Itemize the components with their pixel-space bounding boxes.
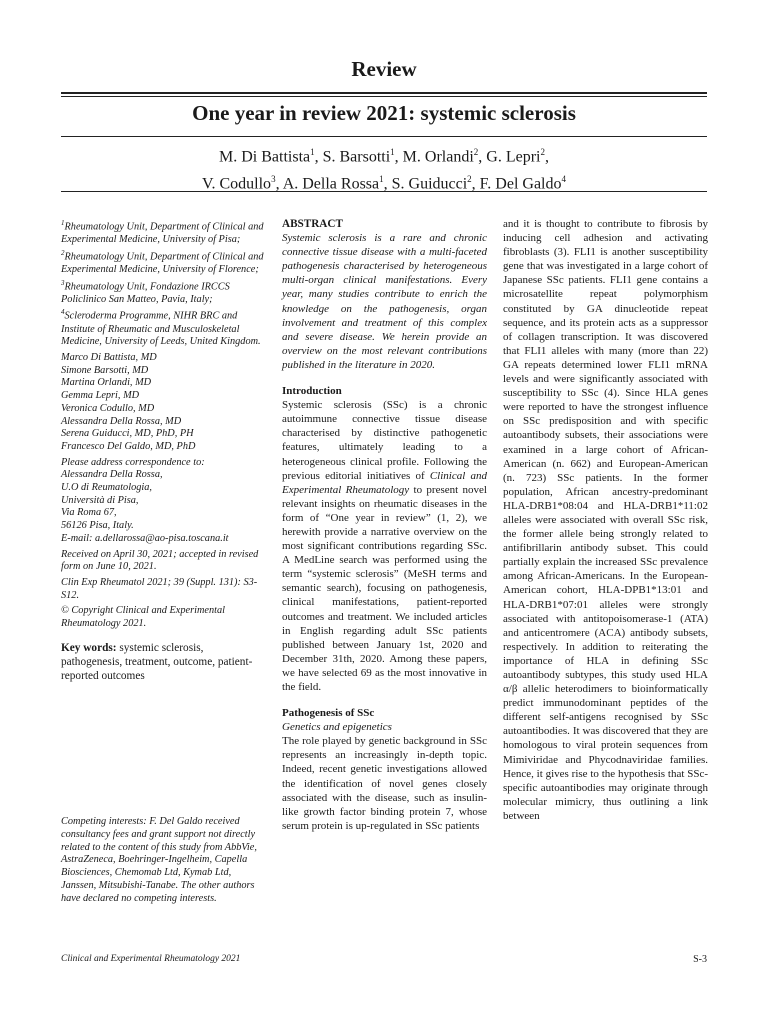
body-column-1: [282, 217, 487, 833]
author-affiliation-marker: 3: [271, 174, 276, 185]
author-line-1: M. Di Battista$^1$, S. Barsotti$^1$, M. Orlandi$^2$, G. Lepri$^2$,: [219, 147, 549, 166]
keywords-text: systemic sclerosis, pathogenesis, treatment, outcome, patient-reported outcomes: [61, 641, 253, 682]
author-degree: Gemma Lepri, MD: [61, 390, 140, 402]
correspondence-line: Università di Pisa,: [61, 494, 139, 506]
footer-journal: Clinical and Experimental Rheumatology 2021: [61, 954, 241, 964]
author-name: M. Di Battista: [219, 148, 311, 166]
authors-rule: [61, 191, 707, 192]
keywords: [61, 641, 267, 683]
author-degree-list: [61, 352, 267, 454]
affiliation-number: 2: [61, 248, 65, 257]
author-degree: Serena Guiducci, MD, PhD, PH: [61, 428, 194, 440]
top-rule: [61, 92, 707, 94]
correspondence: [61, 457, 267, 546]
intro-text-b: to present novel relevant insights on rheumatic diseases in the form of “One year in review” (1, 2), we herewith provide a narrative overview on the most significant contributions regarding SSc. A MedLine search was performed using the term “systemic sclerosis” (MeSH terms and semantic search), focusing on pathogenesis, clinical manifestations, patient-reported outcomes and treatment. We included articles in English regarding adult SSc patients published between January 1st, 2020 and December 31th, 2020. Among these papers, we have selected 69 as the most innovative in the field.: [282, 483, 487, 693]
affiliation-text: Rheumatology Unit, Department of Clinical and Experimental Medicine, University of Florence;: [61, 251, 264, 275]
author-name: M. Orlandi: [402, 148, 474, 166]
author-degree: Alessandra Della Rossa, MD: [61, 415, 182, 427]
page-number: S-3: [693, 954, 707, 965]
author-name: F. Del Galdo: [479, 175, 562, 193]
author-name: S. Barsotti: [322, 148, 391, 166]
author-affiliation-marker: 1: [390, 147, 395, 157]
intro-text-a: Systemic sclerosis (SSc) is a chronic autoimmune connective tissue disease characterised by distinctive pathogenetic features, ultimately leading to a heterogeneous clinical profile. Following the previous editorial initiatives of: [282, 399, 487, 482]
affiliation-number: 3: [61, 278, 65, 287]
correspondence-line: Via Roma 67,: [61, 507, 117, 519]
genetics-continued: and it is thought to contribute to fibrosis by inducing cell adhesion and activating fibroblasts (3). FLI1 is another susceptibility gene that was investigated in a large cohort of Japanese SSc patients. FLI1 gene contains a microsatellite repeat polymorphism constituted by GA dinucleotide repeat sequence, and its protein acts as a suppressor of collagen transcription. It was discovered that FLI1 alleles with many (more than 22) GA repeats determined lower FLI1 mRNA levels and were significantly associated with susceptibility to SSc (4). Since HLA genes were reported to have the strongest influence on SSc predisposition and with specific autoantibody subsets, their associations were examined in a large cohort of African-American (n. 662) and European-American (n. 723) SSc patients. In the former population, African ancestry-predominant HLA-DRB1*08:04 and HLA-DRB1*11:02 alleles were associated with overall SSc risk, the former allele being strongly related to antifibrillarin antibody subset. This could partially explain the increased SSc prevalence among African-Americans. In the European-American cohort, HLA-DPB1*13:01 and HLA-DRB1*07:01 alleles were strongly associated with antitopoisomerase-1 (ATA) and anticentromere (ACA) antibody subsets, respectively. In addition to reiterating the importance of HLA in defining SSc autoantibody subtypes, this study used HLA α/β allelic heterodimers to bioinformatically predict immunodominant peptides of the different self-antigens recognised by SSc autoantibodies. It was discovered that they are homologous to viral protein sequences from Mimiviridae and Phycodnaviridae families. Hence, it gives rise to the hypothesis that SSc-specific autoantibodies may originate through molecular mimicry, thus outlining a link between: [503, 218, 708, 822]
correspondence-line: 56126 Pisa, Italy.: [61, 520, 134, 532]
body-column-2: [503, 217, 708, 823]
affiliation: [61, 247, 267, 277]
genetics-subheading: Genetics and epigenetics: [282, 721, 392, 734]
article-title: One year in review 2021: systemic sclerosis: [192, 101, 576, 125]
title-rule: [61, 136, 707, 137]
author-name: V. Codullo: [202, 175, 272, 193]
section-label: Review: [351, 57, 417, 81]
intro-paragraph: [282, 398, 487, 694]
affiliation: [61, 217, 267, 247]
author-degree: Francesco Del Galdo, MD, PhD: [61, 440, 196, 452]
competing-interests: Competing interests: F. Del Galdo received consultancy fees and grant support not directly related to the content of this study from AbbVie, AstraZeneca, Boehringer-Ingelheim, Capella Biosciences, Chemomab Ltd, Kymab Ltd, Janssen, Mitsubishi-Tanabe. The other authors have declared no competing interests.: [61, 816, 257, 904]
author-name: S. Guiducci: [391, 175, 468, 193]
intro-heading: Introduction: [282, 385, 342, 398]
journal-name: Clinical and Experimental Rheumatology: [282, 469, 487, 496]
pathogenesis-heading: Pathogenesis of SSc: [282, 707, 375, 720]
copyright: © Copyright Clinical and Experimental Rheumatology 2021.: [61, 605, 225, 630]
author-name: G. Lepri: [486, 148, 541, 166]
correspondence-line: Alessandra Della Rossa,: [61, 469, 163, 481]
affiliation-text: Scleroderma Programme, NIHR BRC and Institute of Rheumatic and Musculoskeletal Medicine, University of Leeds, United Kingdom.: [61, 310, 261, 348]
author-degree: Simone Barsotti, MD: [61, 364, 149, 376]
affiliation-text: Rheumatology Unit, Fondazione IRCCS Policlinico San Matteo, Pavia, Italy;: [61, 281, 230, 305]
affiliations: [61, 217, 267, 349]
author-line: [61, 141, 707, 196]
correspondence-line: E-mail: a.dellarossa@ao-pisa.toscana.it: [61, 532, 229, 544]
author-affiliation-marker: 2: [540, 147, 545, 157]
author-degree: Martina Orlandi, MD: [61, 377, 152, 389]
front-matter-column: [61, 217, 267, 683]
author-degree: Marco Di Battista, MD: [61, 352, 157, 364]
received-dates: Received on April 30, 2021; accepted in revised form on June 10, 2021.: [61, 548, 259, 573]
citation: Clin Exp Rheumatol 2021; 39 (Suppl. 131): S3-S12.: [61, 576, 258, 601]
affiliation-number: 4: [61, 308, 65, 317]
top-rule-thin: [61, 96, 707, 97]
affiliation: [61, 277, 267, 307]
author-affiliation-marker: 2: [473, 147, 479, 157]
author-affiliation-marker: 1: [310, 147, 315, 157]
genetics-paragraph: The role played by genetic background in SSc represents an increasingly in-depth topic. Indeed, recent genetic investigations allowed the identification of novel genes closely associated with the disease, such as insulin-like growth factor binding protein 7, whose serum protein is up-regulated in SSc patients: [282, 735, 487, 832]
keywords-label: Key words:: [61, 641, 117, 654]
correspondence-line: Please address correspondence to:: [61, 456, 205, 468]
author-affiliation-marker: 1: [379, 174, 384, 185]
affiliation-number: 1: [61, 219, 65, 227]
author-degree: Veronica Codullo, MD: [61, 402, 155, 414]
abstract-heading: ABSTRACT: [282, 218, 343, 230]
abstract-text: Systemic sclerosis is a rare and chronic connective tissue disease with a multi-faceted pathogenesis characterised by heterogeneous multi-organ clinical manifestations. Every year, many studies contribute to enrich the knowledge on the pathogenesis, organ involvement and treatment of this complex and severe disease. We herein provide an overview on the most relevant contributions published in the literature in 2020.: [282, 232, 487, 371]
author-line-2: V. Codullo$^3$, A. Della Rossa$^1$, S. Guiducci$^2$, F. Del Galdo$^4$: [202, 174, 566, 193]
author-affiliation-marker: 2: [467, 174, 472, 185]
author-name: A. Della Rossa: [282, 175, 380, 193]
correspondence-line: U.O di Reumatologia,: [61, 482, 152, 494]
affiliation: [61, 306, 267, 349]
affiliation-text: Rheumatology Unit, Department of Clinical and Experimental Medicine, University of Pisa;: [61, 221, 264, 246]
author-affiliation-marker: 4: [561, 174, 566, 185]
